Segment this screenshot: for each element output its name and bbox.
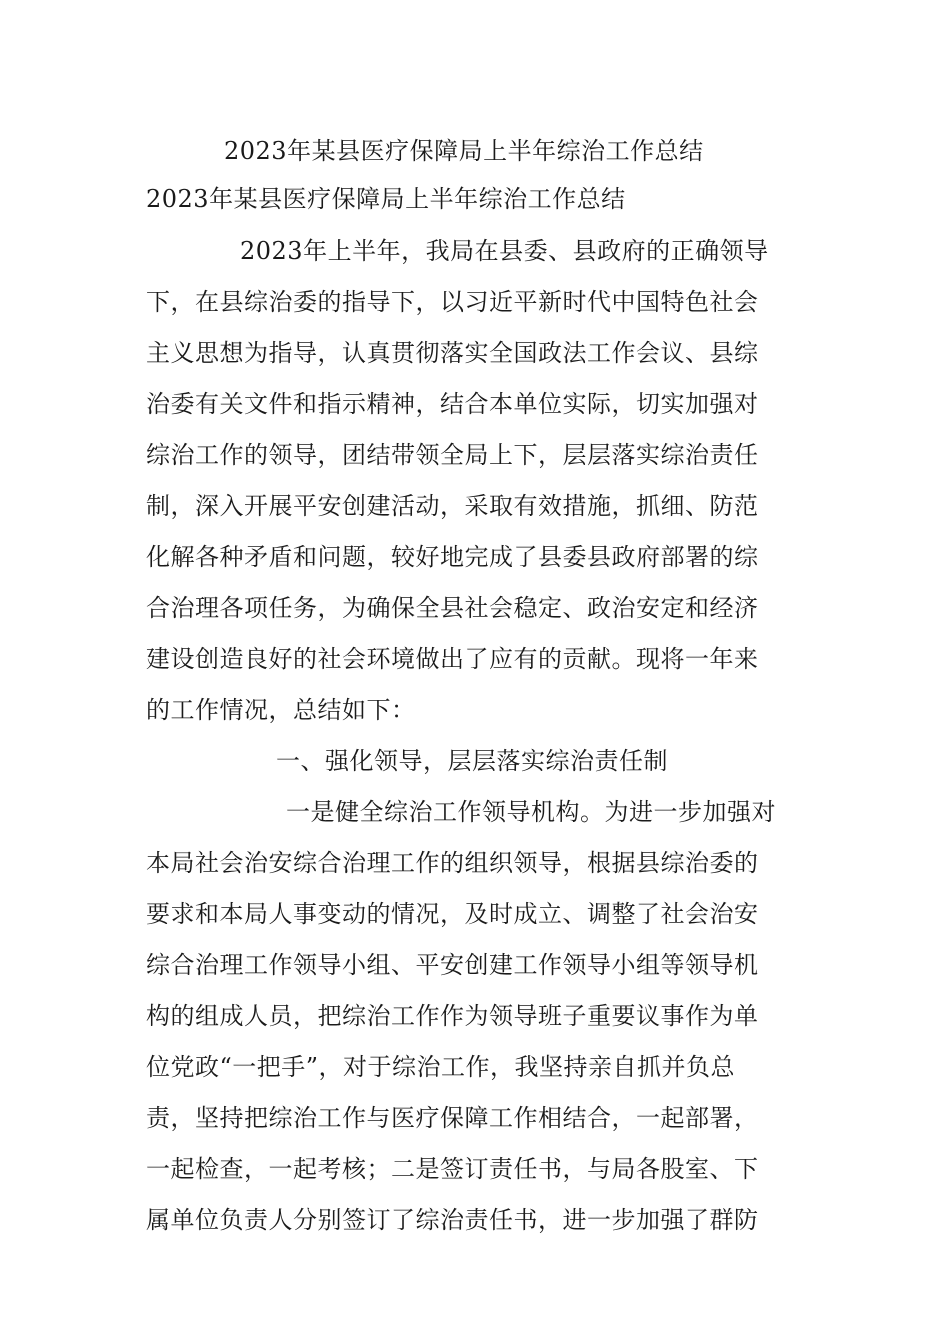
intro-line: 化解各种矛盾和问题，较好地完成了县委县政府部署的综 — [146, 543, 759, 571]
body-line: 构的组成人员，把综治工作作为领导班子重要议事作为单 — [146, 1002, 759, 1030]
body-line: 属单位负责人分别签订了综治责任书，进一步加强了群防 — [146, 1206, 759, 1234]
intro-line: 主义思想为指导，认真贯彻落实全国政法工作会议、县综 — [146, 339, 759, 367]
intro-line: 综治工作的领导，团结带领全局上下，层层落实综治责任 — [146, 441, 759, 469]
body-line: 要求和本局人事变动的情况，及时成立、调整了社会治安 — [146, 900, 759, 928]
intro-line: 合治理各项任务，为确保全县社会稳定、政治安定和经济 — [146, 594, 759, 622]
body-line: 本局社会治安综合治理工作的组织领导，根据县综治委的 — [146, 849, 759, 877]
body-line: 一是健全综治工作领导机构。为进一步加强对 — [286, 798, 776, 826]
intro-line: 建设创造良好的社会环境做出了应有的贡献。现将一年来 — [146, 645, 759, 673]
body-line: 一起检查，一起考核；二是签订责任书，与局各股室、下 — [146, 1155, 759, 1183]
document-subtitle: 2023年某县医疗保障局上半年综治工作总结 — [146, 185, 626, 213]
intro-line: 治委有关文件和指示精神，结合本单位实际，切实加强对 — [146, 390, 759, 418]
intro-line: 下，在县综治委的指导下，以习近平新时代中国特色社会 — [146, 288, 759, 316]
intro-line: 制，深入开展平安创建活动，采取有效措施，抓细、防范 — [146, 492, 759, 520]
body-line: 综合治理工作领导小组、平安创建工作领导小组等领导机 — [146, 951, 759, 979]
intro-line: 2023年上半年，我局在县委、县政府的正确领导 — [240, 237, 769, 265]
body-line: 责，坚持把综治工作与医疗保障工作相结合，一起部署， — [146, 1104, 759, 1132]
body-line: 位党政“一把手”，对于综治工作，我坚持亲自抓并负总 — [146, 1053, 736, 1081]
section-heading: 一、强化领导，层层落实综治责任制 — [276, 747, 668, 775]
document-title: 2023年某县医疗保障局上半年综治工作总结 — [224, 137, 704, 165]
intro-line: 的工作情况，总结如下： — [146, 696, 416, 724]
